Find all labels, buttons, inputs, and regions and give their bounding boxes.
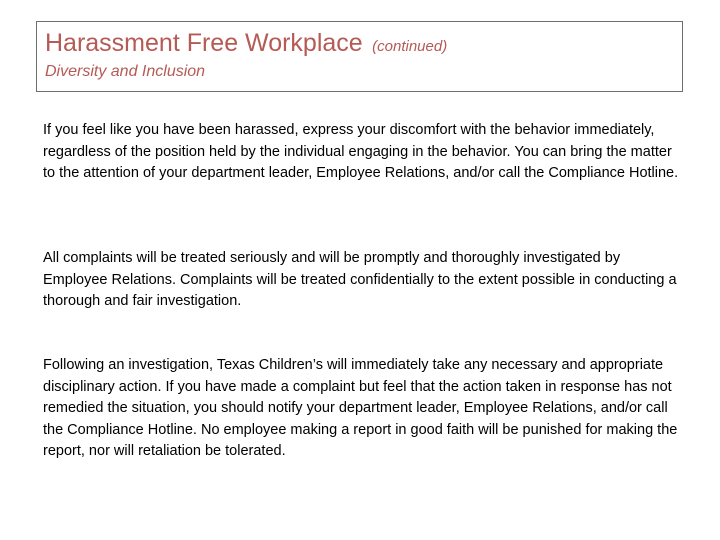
title-line [45,28,447,62]
body-paragraph-3: Following an investigation, Texas Children’s will immediately take any necessary and appropriate disciplinary action. If you have made a complaint but feel that the action taken in response has not remedied the situation, you should notify your department leader, Employee Relations, and/or call the Compliance Hotline. No employee making a report in good faith will be punished for making the report, nor will retaliation be tolerated. [43,357,678,460]
body-paragraph-1: If you feel like you have been harassed, express your discomfort with the behavior immediately, regardless of the position held by the individual engaging in the behavior. You can bring the matter to the attention of your department leader, Employee Relations, and/or call the Compliance Hotline. [43,122,679,182]
page-subtitle: Diversity and Inclusion [45,63,206,80]
title-box [36,21,683,92]
page-title: Harassment Free Workplace [45,29,363,57]
page-title-suffix: (continued) [372,38,448,55]
body-paragraph-2: All complaints will be treated seriously and will be promptly and thoroughly investigated by Employee Relations. Complaints will be treated confidentially to the extent possible in conducting a thorough and fair investigation. [43,250,677,310]
